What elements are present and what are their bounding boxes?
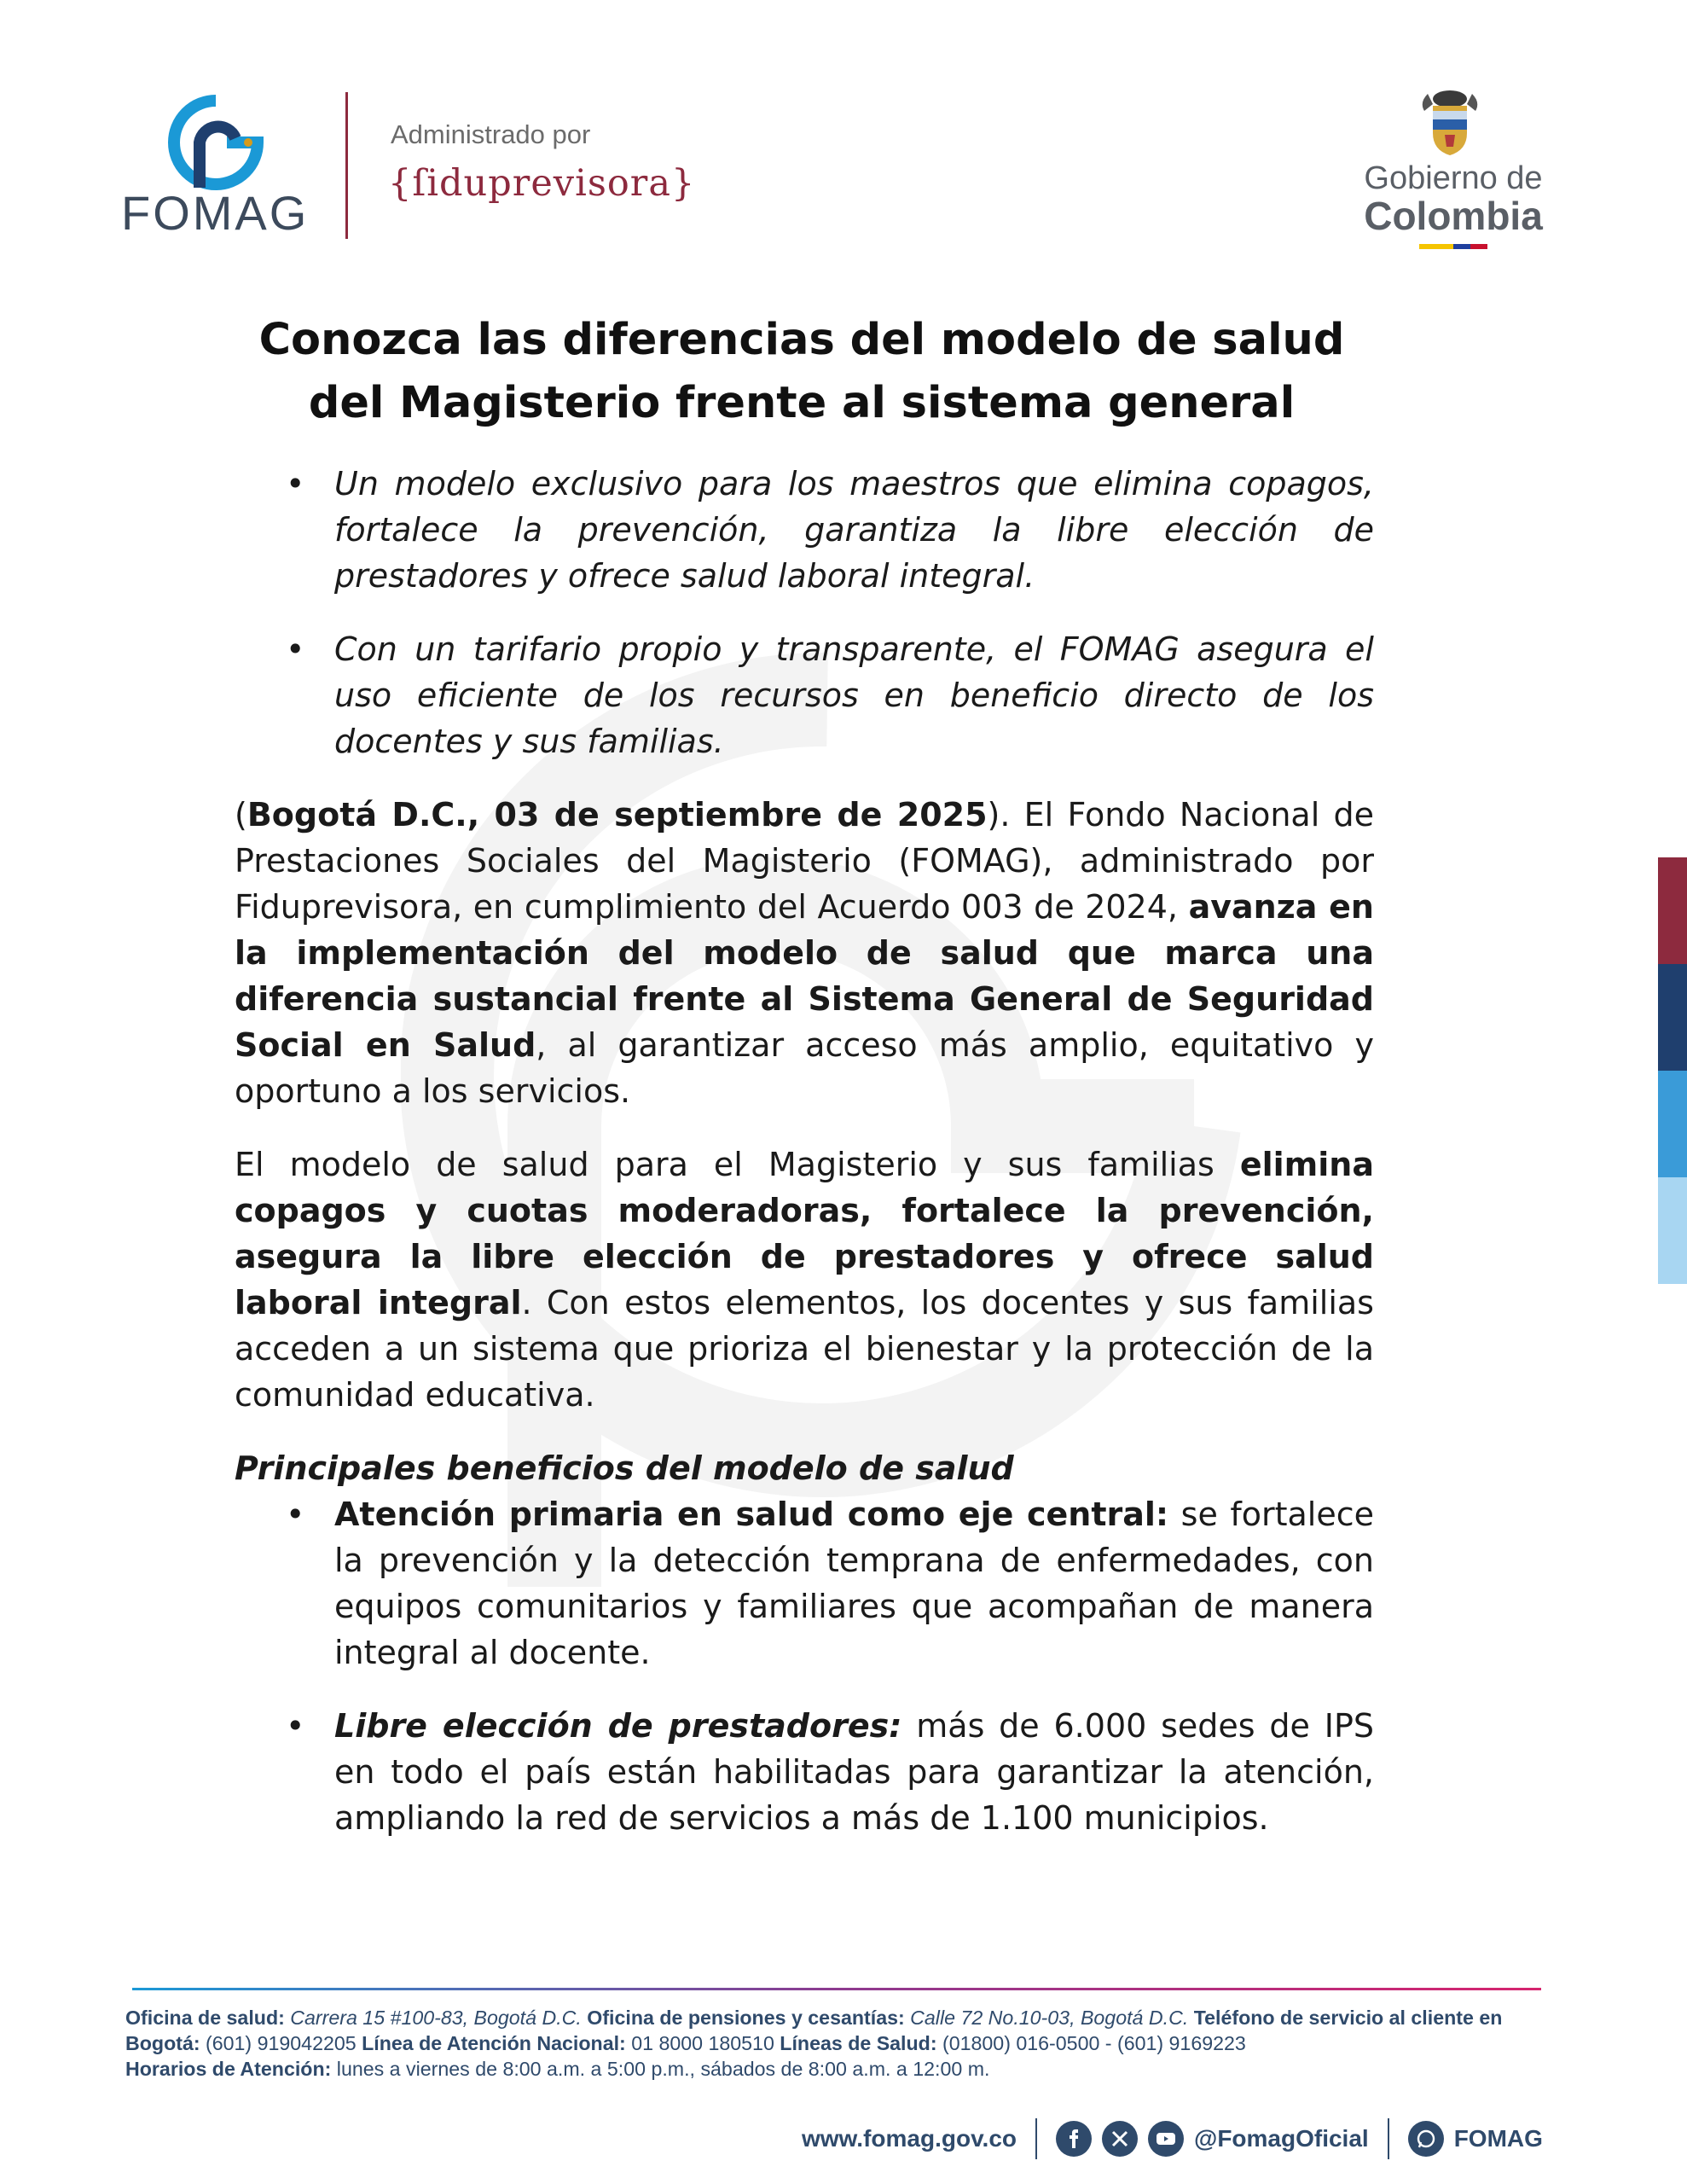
footer-contact-info bbox=[125, 2005, 1550, 2082]
footer-label: Oficina de salud: bbox=[125, 2007, 285, 2029]
paragraph-1 bbox=[235, 792, 1374, 1114]
benefit-text bbox=[334, 1703, 1374, 1841]
paragraph-2 bbox=[235, 1141, 1374, 1418]
colombia-flag-stripe bbox=[1419, 244, 1487, 249]
open-paren: ( bbox=[235, 796, 247, 834]
footer-label: Línea de Atención Nacional: bbox=[362, 2032, 626, 2054]
footer-divider bbox=[132, 1988, 1541, 1990]
side-bar-light-blue bbox=[1658, 1177, 1687, 1284]
footer-label: Teléfono de servicio al cliente en Bogotá: bbox=[125, 2007, 1503, 2054]
administered-by-label: Administrado por bbox=[391, 119, 591, 149]
footer-value: Calle 72 No.10-03, Bogotá D.C. bbox=[904, 2007, 1194, 2029]
bullet-icon: • bbox=[286, 1496, 305, 1533]
section-heading: Principales beneficios del modelo de salud bbox=[235, 1449, 1014, 1487]
footer-value: lunes a viernes de 8:00 a.m. a 5:00 p.m., sábados de 8:00 a.m. a 12:00 m. bbox=[331, 2058, 990, 2080]
footer-label: Oficina de pensiones y cesantías: bbox=[587, 2007, 905, 2029]
benefit-item bbox=[235, 1703, 1374, 1841]
bullet-icon: • bbox=[286, 630, 305, 668]
bullet-icon: • bbox=[286, 1707, 305, 1745]
intro-bullet bbox=[235, 626, 1374, 764]
fiduprevisora-logo: {ſiduprevisora} bbox=[388, 162, 696, 205]
whatsapp-icon[interactable] bbox=[1408, 2121, 1444, 2157]
benefit-lead: Libre elección de prestadores: bbox=[334, 1707, 902, 1745]
youtube-icon[interactable] bbox=[1148, 2121, 1184, 2157]
paragraph-1-text-b: , al garantizar acceso más amplio, equitativo y oportuno a los servicios. bbox=[235, 1026, 1374, 1110]
side-bar-navy bbox=[1658, 964, 1687, 1071]
facebook-icon[interactable] bbox=[1056, 2121, 1092, 2157]
paragraph-2-text-b: . Con estos elementos, los docentes y sus familias acceden a un sistema que prioriza el bienestar y la protección de la comunidad educativa. bbox=[235, 1284, 1374, 1414]
paragraph-2-text-a: El modelo de salud para el Magisterio y sus familias bbox=[235, 1146, 1240, 1183]
paragraph-1-bold: avanza en la implementación del modelo de salud que marca una diferencia sustancial frente al Sistema General de Seguridad Social en Salud bbox=[235, 888, 1374, 1064]
footer-separator bbox=[1388, 2118, 1389, 2159]
whatsapp-name[interactable]: FOMAG bbox=[1453, 2125, 1543, 2152]
header-divider bbox=[345, 92, 348, 239]
intro-bullet-text: Un modelo exclusivo para los maestros que elimina copagos, fortalece la prevención, garantiza la libre elección de prestadores y ofrece salud laboral integral. bbox=[334, 465, 1374, 595]
title-line-2: del Magisterio frente al sistema general bbox=[308, 378, 1296, 428]
bullet-icon: • bbox=[286, 465, 305, 502]
benefit-lead: Atención primaria en salud como eje central: bbox=[334, 1496, 1169, 1533]
footer-value: 01 8000 180510 bbox=[625, 2032, 780, 2054]
colombia-coat-of-arms-icon bbox=[1416, 85, 1484, 159]
fomag-logo-icon bbox=[167, 94, 264, 191]
footer-label: Horarios de Atención: bbox=[125, 2058, 332, 2080]
footer-value: (601) 919042205 bbox=[200, 2032, 362, 2054]
page-title bbox=[205, 309, 1399, 435]
intro-bullet bbox=[235, 461, 1374, 599]
footer-value: Carrera 15 #100-83, Bogotá D.C. bbox=[284, 2007, 588, 2029]
website-link[interactable]: www.fomag.gov.co bbox=[802, 2125, 1017, 2152]
gov-colombia-line2: Colombia bbox=[1364, 194, 1543, 238]
side-bar-blue bbox=[1658, 1071, 1687, 1177]
dateline: Bogotá D.C., 03 de septiembre de 2025 bbox=[246, 796, 988, 834]
side-bar-wine bbox=[1658, 857, 1687, 964]
x-twitter-icon[interactable] bbox=[1102, 2121, 1138, 2157]
gov-colombia-line1: Gobierno de bbox=[1364, 160, 1543, 196]
benefit-description: más de 6.000 sedes de IPS en todo el país están habilitadas para garantizar la atención, ampliando la red de servicios a más de 1.100 municipios. bbox=[334, 1707, 1374, 1837]
benefit-description: se fortalece la prevención y la detección temprana de enfermedades, con equipos comunitarios y familiares que acompañan de manera integral al docente. bbox=[334, 1496, 1374, 1671]
social-handle[interactable]: @FomagOficial bbox=[1194, 2125, 1369, 2152]
benefit-item bbox=[235, 1491, 1374, 1676]
footer-label: Líneas de Salud: bbox=[780, 2032, 937, 2054]
fomag-logo-text: FOMAG bbox=[121, 186, 310, 240]
article-body bbox=[235, 461, 1374, 1868]
footer-value: (01800) 016-0500 - (601) 9169223 bbox=[936, 2032, 1246, 2054]
footer-separator bbox=[1035, 2118, 1037, 2159]
paragraph-1-text-a: ). El Fondo Nacional de Prestaciones Sociales del Magisterio (FOMAG), administrado por Fiduprevisora, en cumplimiento del Acuerdo 003 de 2024, bbox=[235, 796, 1374, 926]
title-line-1: Conozca las diferencias del modelo de salud bbox=[258, 315, 1345, 365]
paragraph-2-bold: elimina copagos y cuotas moderadoras, fortalece la prevención, asegura la libre elección de prestadores y ofrece salud laboral integral bbox=[235, 1146, 1374, 1321]
footer-links bbox=[802, 2116, 1543, 2162]
intro-bullet-text: Con un tarifario propio y transparente, el FOMAG asegura el uso eficiente de los recursos en beneficio directo de los docentes y sus familias. bbox=[334, 630, 1374, 760]
side-color-bars bbox=[1658, 857, 1687, 1284]
benefit-text bbox=[334, 1491, 1374, 1676]
